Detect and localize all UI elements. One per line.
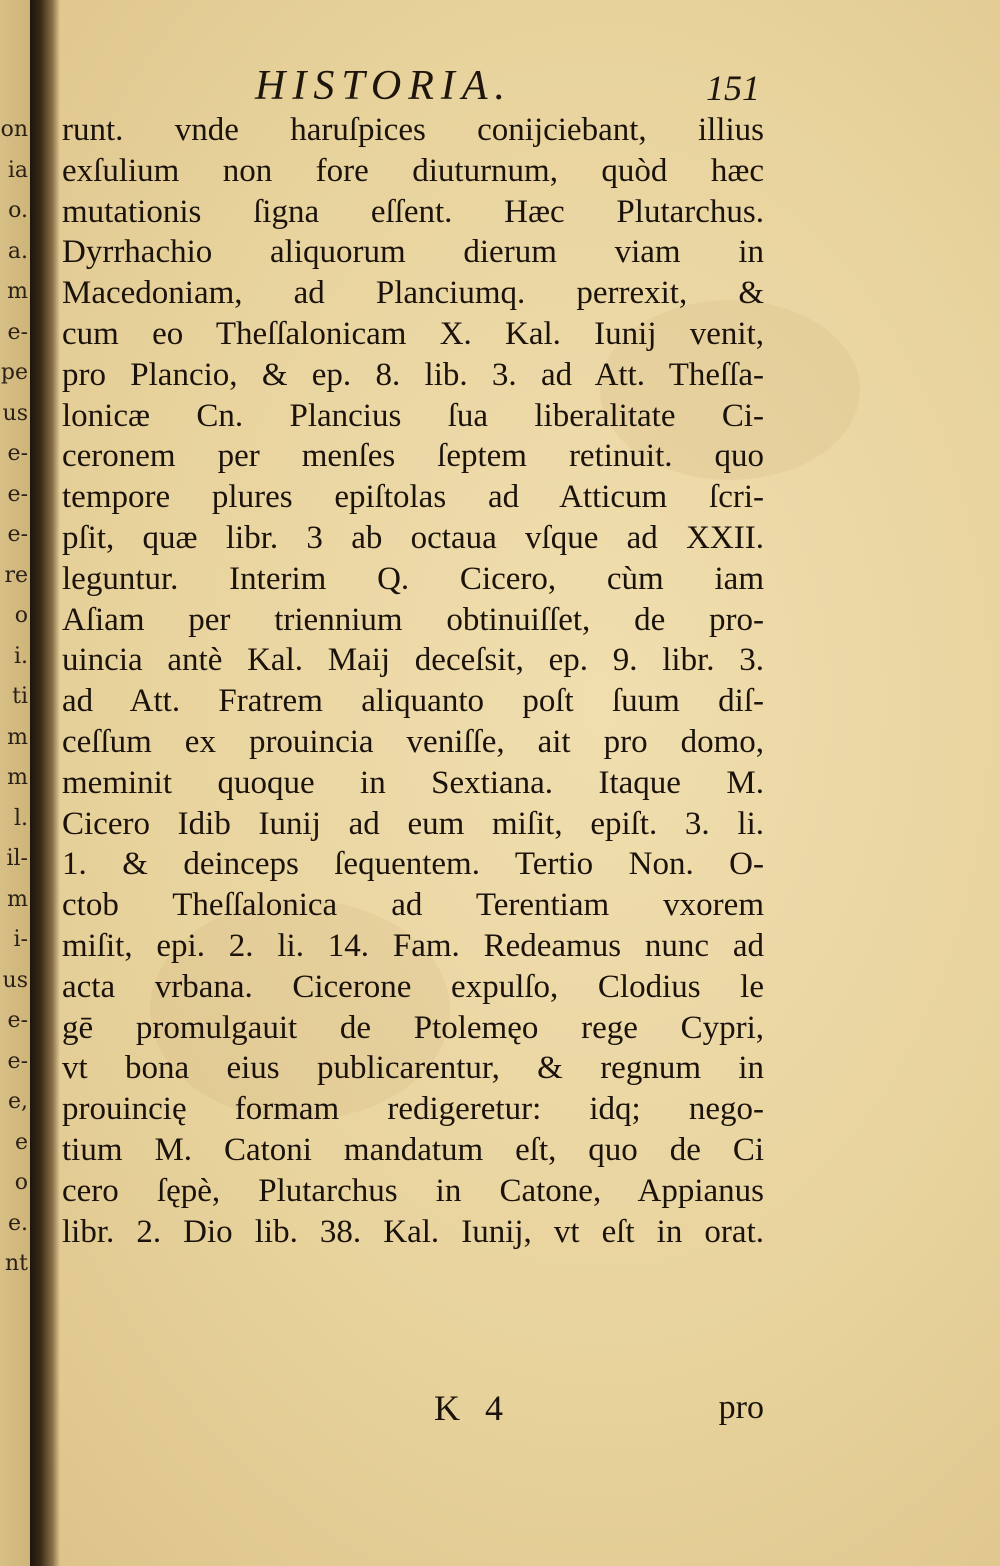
margin-fragment: e- <box>7 481 28 507</box>
text-line: ctob Theſſalonica ad Terentiam vxorem <box>62 887 764 924</box>
text-line: cum eo Theſſalonicam X. Kal. Iunij venit, <box>62 315 764 352</box>
margin-fragment: e- <box>7 1008 28 1033</box>
text-line: lonicæ Cn. Plancius ſua liberalitate Ci- <box>62 397 764 434</box>
margin-fragment: e. <box>7 1210 28 1236</box>
margin-fragment: ti <box>12 684 28 709</box>
text-line: pro Plancio, & ep. 8. lib. 3. ad Att. Theſſa- <box>62 356 764 393</box>
margin-fragment: i. <box>13 643 28 669</box>
margin-fragment: e- <box>7 1048 28 1074</box>
text-line: Cicero Idib Iunij ad eum miſit, epiſt. 3. li. <box>62 805 764 842</box>
text-line: uincia antè Kal. Maij deceſsit, ep. 9. libr. 3. <box>62 642 764 679</box>
margin-fragment: e <box>14 1129 28 1155</box>
text-line: prouincię formam redigeretur: idq; nego- <box>62 1091 764 1128</box>
margin-fragment: e, <box>7 1089 28 1114</box>
margin-fragment: e- <box>7 319 28 345</box>
page-footer <box>62 1384 764 1432</box>
facing-page-text-fragments <box>0 110 30 1285</box>
margin-fragment: ia <box>7 157 28 183</box>
text-line: mutationis ſigna eſſent. Hæc Plutarchus. <box>62 193 764 230</box>
body-text <box>62 110 764 1252</box>
margin-fragment: o <box>14 603 28 628</box>
text-line: 1. & deinceps ſequentem. Tertio Non. O- <box>62 846 764 883</box>
running-title: HISTORIA. <box>255 63 513 109</box>
text-line: cero ſępè, Plutarchus in Catone, Appianus <box>62 1172 764 1209</box>
text-line: tium M. Catoni mandatum eſt, quo de Ci <box>62 1131 764 1168</box>
margin-fragment: e- <box>7 522 28 547</box>
text-line: Dyrrhachio aliquorum dierum viam in <box>62 234 764 271</box>
running-head <box>70 62 770 110</box>
text-line: libr. 2. Dio lib. 38. Kal. Iunij, vt eſt in orat. <box>62 1213 764 1250</box>
catchword: pro <box>718 1389 764 1426</box>
margin-fragment: o. <box>8 198 28 223</box>
margin-fragment: us <box>2 400 28 426</box>
margin-fragment: m <box>7 724 28 750</box>
margin-fragment: m <box>7 886 28 912</box>
text-line: ceſſum ex prouincia veniſſe, ait pro domo, <box>62 723 764 760</box>
margin-fragment: m <box>7 279 28 304</box>
text-line: exſulium non fore diuturnum, quòd hæc <box>62 152 764 189</box>
margin-fragment: pe <box>0 360 28 385</box>
page-number: 151 <box>706 68 760 108</box>
text-line: ceronem per menſes ſeptem retinuit. quo <box>62 438 764 475</box>
margin-fragment: m <box>7 765 28 790</box>
text-line: vt bona eius publicarentur, & regnum in <box>62 1050 764 1087</box>
text-line: meminit quoque in Sextiana. Itaque M. <box>62 764 764 801</box>
margin-fragment: o <box>14 1170 28 1195</box>
margin-fragment: e- <box>7 441 28 466</box>
text-line: Aſiam per triennium obtinuiſſet, de pro- <box>62 601 764 638</box>
margin-fragment: on <box>0 117 28 142</box>
text-line: pſit, quæ libr. 3 ab octaua vſque ad XXII. <box>62 519 764 556</box>
text-line: miſit, epi. 2. li. 14. Fam. Redeamus nunc ad <box>62 927 764 964</box>
margin-fragment: il- <box>6 846 28 871</box>
margin-fragment: nt <box>4 1251 28 1276</box>
text-line: runt. vnde haruſpices conijciebant, illius <box>62 112 764 148</box>
margin-fragment: a. <box>7 238 28 264</box>
margin-fragment: i- <box>13 927 28 952</box>
signature-mark: K 4 <box>434 1388 511 1428</box>
text-line: acta vrbana. Cicerone expulſo, Clodius le <box>62 968 764 1005</box>
text-line: gē promulgauit de Ptolemęo rege Cypri, <box>62 1009 764 1046</box>
text-line: leguntur. Interim Q. Cicero, cùm iam <box>62 560 764 597</box>
text-line: ad Att. Fratrem aliquanto poſt ſuum diſ- <box>62 683 764 720</box>
margin-fragment: us <box>2 967 28 993</box>
book-gutter <box>30 0 60 1566</box>
margin-fragment: re <box>4 562 28 588</box>
text-line: tempore plures epiſtolas ad Atticum ſcri- <box>62 479 764 516</box>
text-line: Macedoniam, ad Planciumq. perrexit, & <box>62 275 764 312</box>
margin-fragment: l. <box>13 805 28 831</box>
